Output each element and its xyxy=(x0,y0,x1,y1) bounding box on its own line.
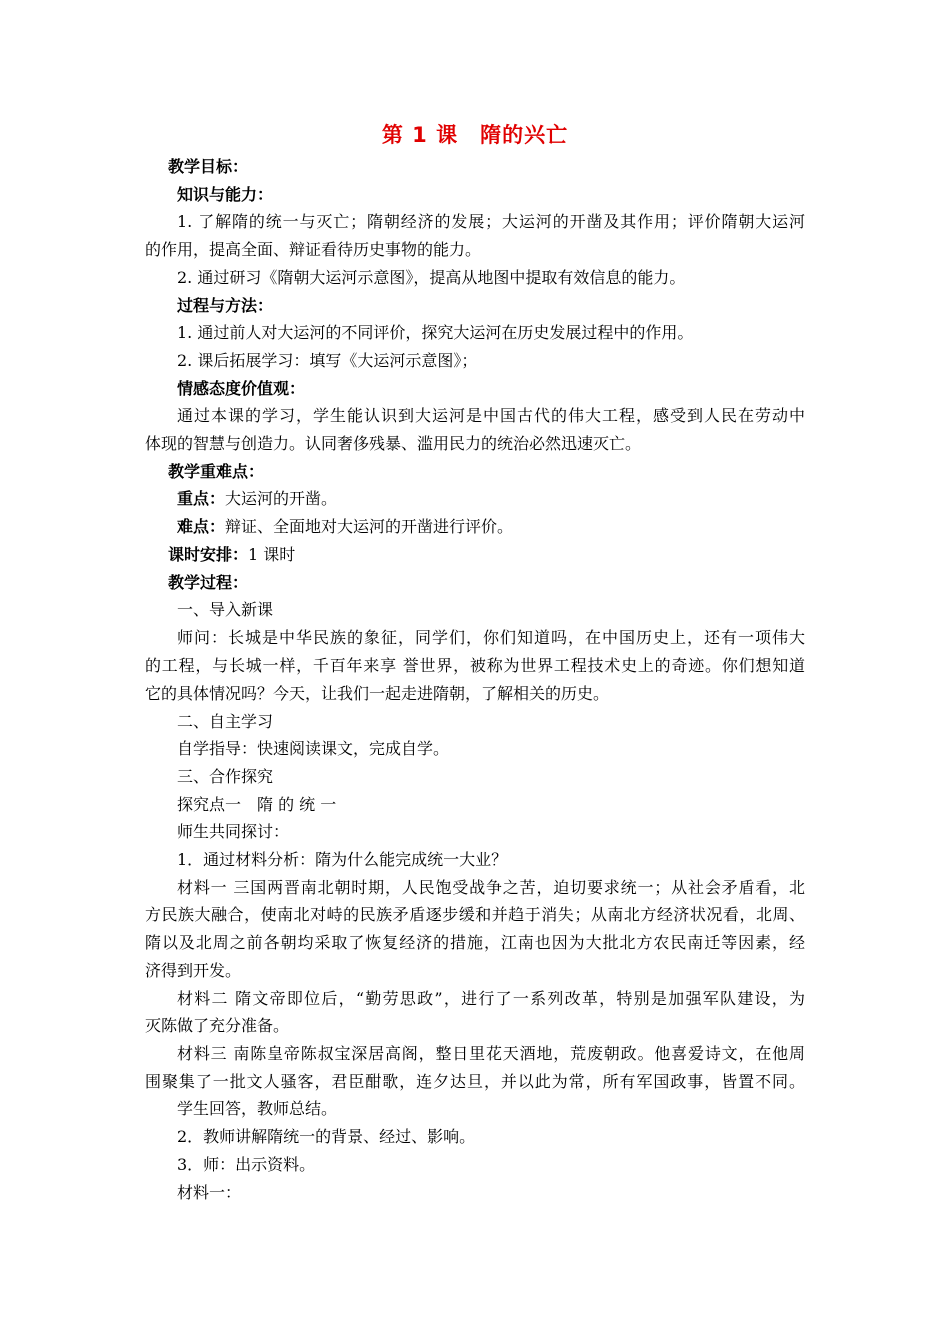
key-point-text: 大运河的开凿。 xyxy=(225,489,338,508)
section-heading: 三、合作探究 xyxy=(177,767,274,786)
text-line: 材料一： xyxy=(177,1183,242,1202)
text-line: 探究点一 隋 的 统 一 xyxy=(177,795,337,814)
text-line: 师生共同探讨： xyxy=(177,822,290,841)
text-line: 的作用，提高全面、辩证看待历史事物的能力。 xyxy=(145,240,482,259)
difficult-point-line xyxy=(177,517,513,537)
text-line: 2. 课后拓展学习：填写《大运河示意图》； xyxy=(177,351,478,370)
text-line: 围聚集了一批文人骚客，君臣酣歌，连夕达旦，并以此为常，所有军国政事，皆置不同。 xyxy=(145,1072,805,1091)
text-line: 方民族大融合，使南北对峙的民族矛盾逐步缓和并趋于消失；从南北方经济状况看，北周、 xyxy=(145,905,805,924)
text-line: 自学指导：快速阅读课文，完成自学。 xyxy=(177,739,450,758)
heading-teaching-procedure: 教学过程： xyxy=(168,573,249,592)
heading-teaching-goals: 教学目标： xyxy=(168,157,249,176)
text-line: 材料二 隋文帝即位后，“勤劳思政”，进行了一系列改革，特别是加强军队建设，为 xyxy=(177,989,805,1008)
text-line: 体现的智慧与创造力。认同奢侈残暴、滥用民力的统治必然迅速灭亡。 xyxy=(145,434,642,453)
heading-key-difficult: 教学重难点： xyxy=(168,462,265,481)
key-point-label: 重点： xyxy=(177,489,226,508)
text-line: 灭陈做了充分准备。 xyxy=(145,1016,290,1035)
text-line: 的工程，与长城一样，千百年来享 誉世界，被称为世界工程技术史上的奇迹。你们想知道 xyxy=(145,656,805,675)
text-line: 隋以及北周之前各朝均采取了恢复经济的措施，江南也因为大批北方农民南迁等因素，经 xyxy=(145,933,805,952)
key-point-line xyxy=(177,489,337,509)
text-line: 济得到开发。 xyxy=(145,961,242,980)
difficult-point-label: 难点： xyxy=(177,517,226,536)
schedule-line xyxy=(168,545,295,565)
text-line: 材料一 三国两晋南北朝时期，人民饱受战争之苦，迫切要求统一；从社会矛盾看，北 xyxy=(177,878,805,897)
lesson-title: 第 1 课 隋的兴亡 xyxy=(381,123,569,147)
text-line: 1. 通过前人对大运河的不同评价，探究大运河在历史发展过程中的作用。 xyxy=(177,323,694,342)
text-line: 学生回答，教师总结。 xyxy=(177,1099,338,1118)
text-line: 师问：长城是中华民族的象征，同学们，你们知道吗，在中国历史上，还有一项伟大 xyxy=(177,628,805,647)
schedule-label: 课时安排： xyxy=(168,545,249,564)
text-line: 通过本课的学习，学生能认识到大运河是中国古代的伟大工程，感受到人民在劳动中 xyxy=(177,406,805,425)
text-line: 材料三 南陈皇帝陈叔宝深居高阁，整日里花天酒地，荒废朝政。他喜爱诗文，在他周 xyxy=(177,1044,805,1063)
schedule-text: 1 课时 xyxy=(248,545,296,564)
text-line: 1. 了解隋的统一与灭亡；隋朝经济的发展；大运河的开凿及其作用；评价隋朝大运河 xyxy=(177,212,805,231)
heading-knowledge-ability: 知识与能力： xyxy=(177,185,274,204)
text-line: 1．通过材料分析：隋为什么能完成统一大业？ xyxy=(177,850,508,869)
section-heading: 一、导入新课 xyxy=(177,600,274,619)
text-line: 2．教师讲解隋统一的背景、经过、影响。 xyxy=(177,1127,476,1146)
difficult-point-text: 辩证、全面地对大运河的开凿进行评价。 xyxy=(225,517,514,536)
heading-process-method: 过程与方法： xyxy=(177,296,274,315)
section-heading: 二、自主学习 xyxy=(177,712,274,731)
text-line: 它的具体情况吗？今天，让我们一起走进隋朝，了解相关的历史。 xyxy=(145,684,610,703)
text-line: 3．师：出示资料。 xyxy=(177,1155,316,1174)
heading-emotion-values: 情感态度价值观： xyxy=(177,379,306,398)
text-line: 2. 通过研习《隋朝大运河示意图》，提高从地图中提取有效信息的能力。 xyxy=(177,268,686,287)
